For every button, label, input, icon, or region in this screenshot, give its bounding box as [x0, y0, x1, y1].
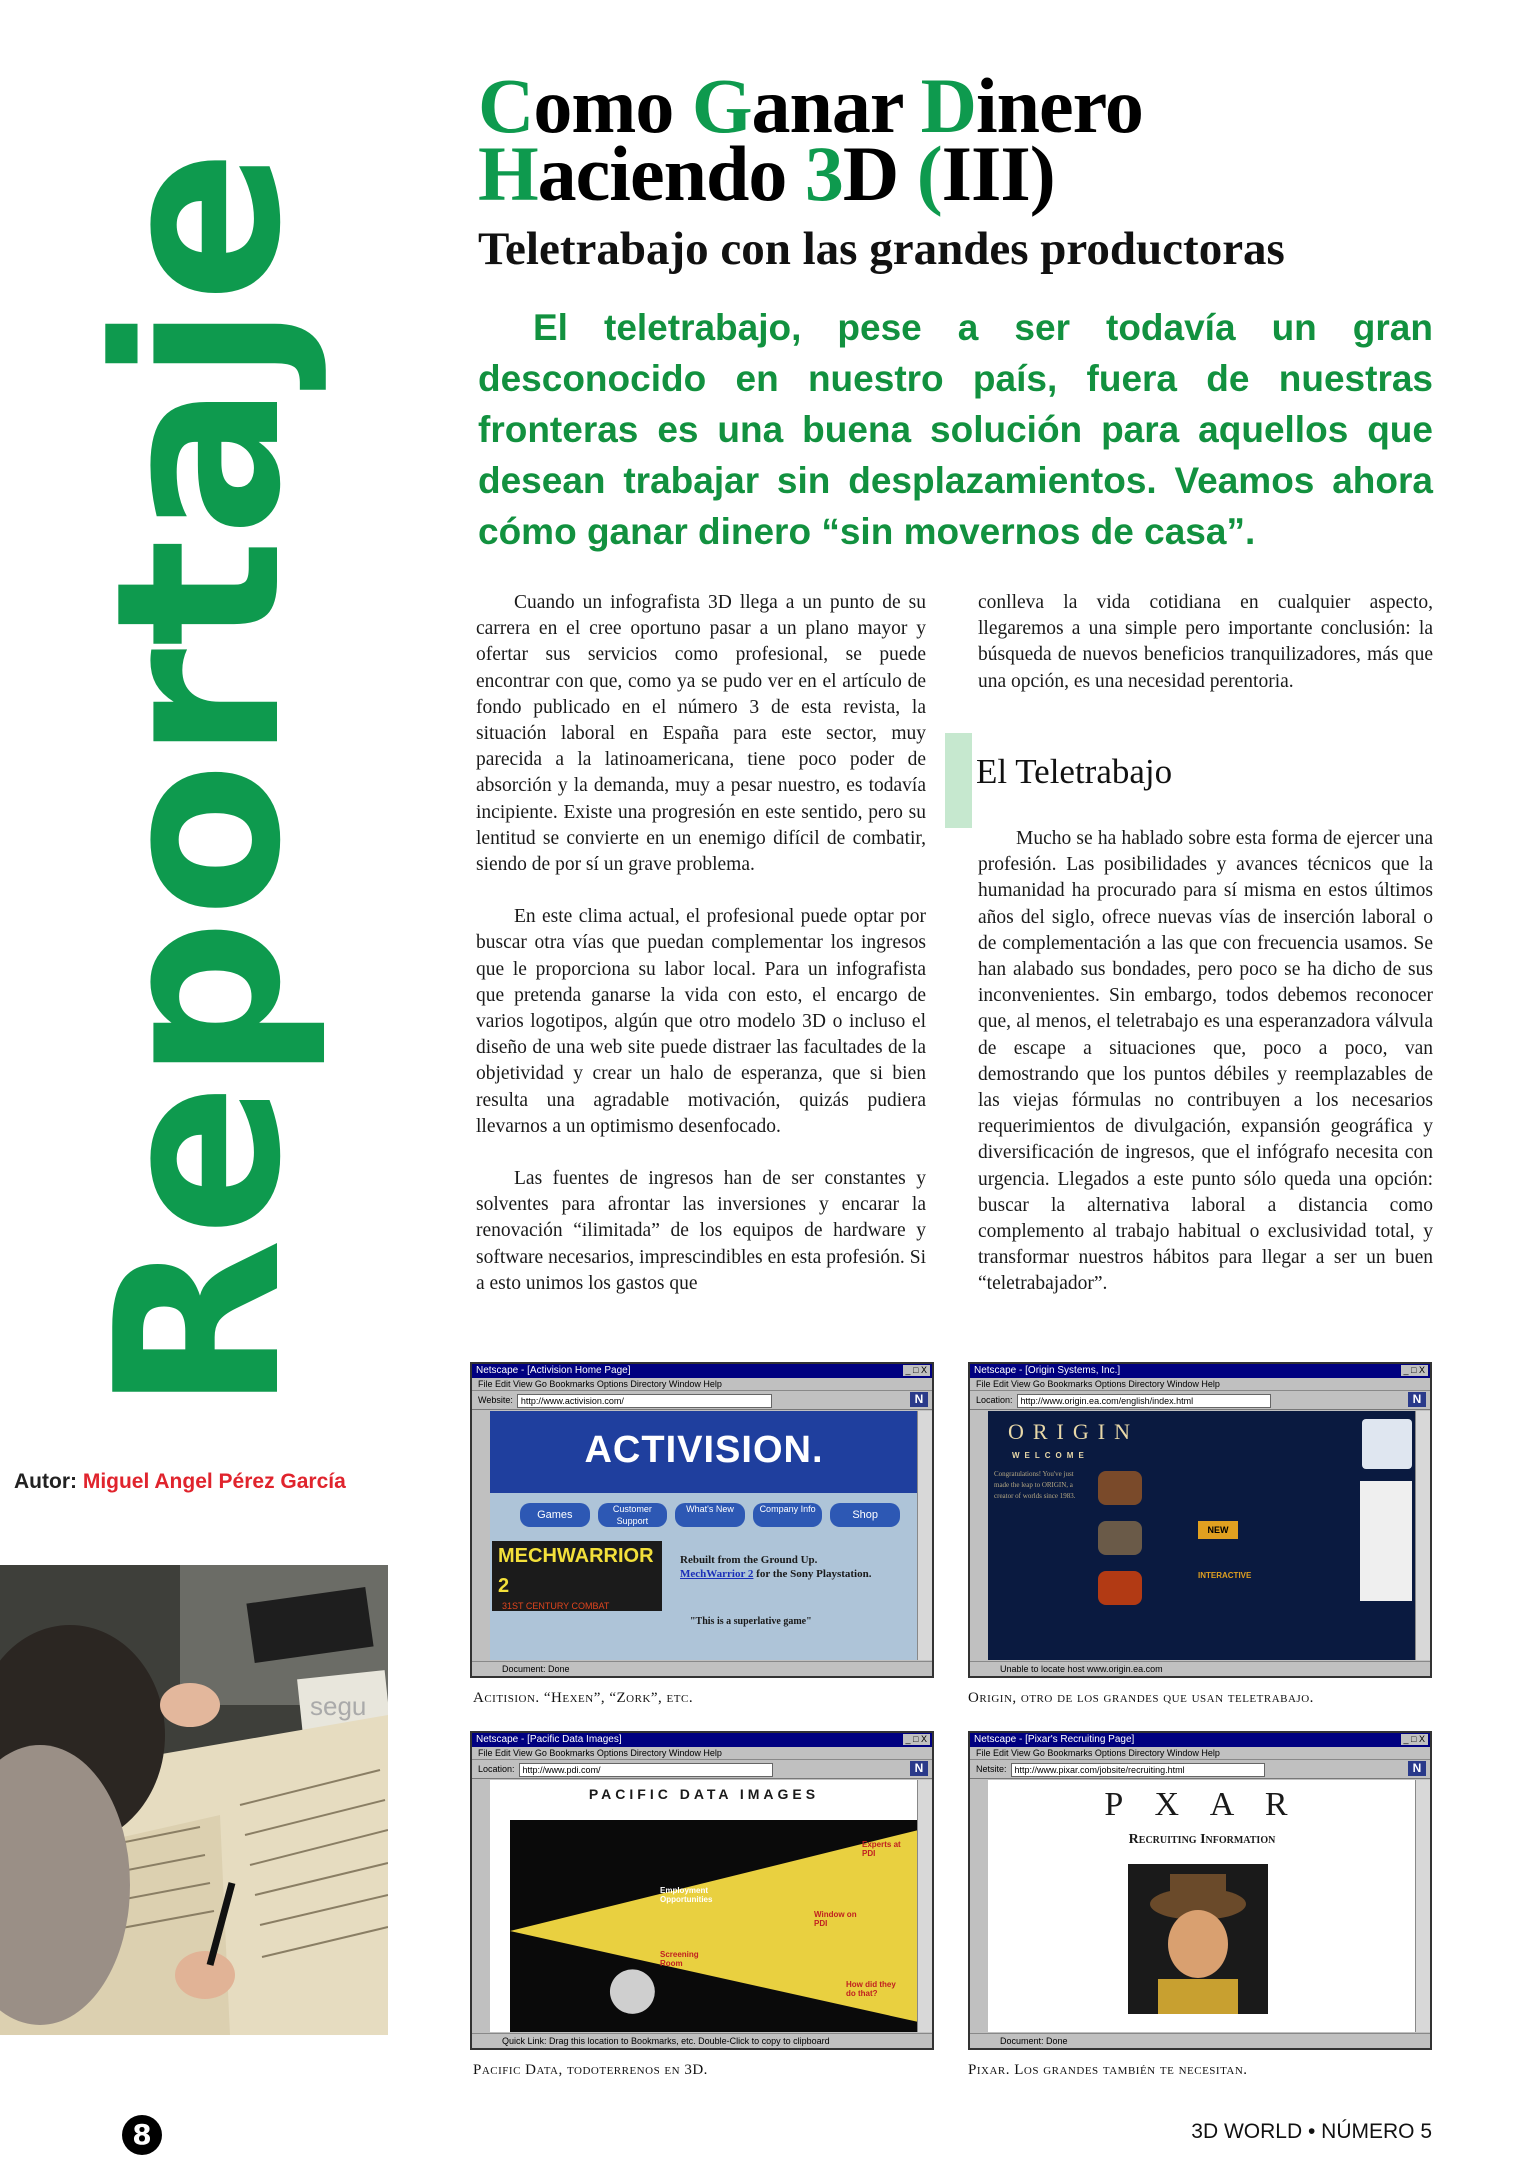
browser-title-bar	[970, 1364, 1430, 1378]
pixar-logo: P X A R	[1104, 1786, 1300, 1823]
page-content	[988, 1411, 1416, 1660]
browser-status-bar: Unable to locate host www.origin.ea.com	[970, 1661, 1430, 1676]
mechwarrior-banner[interactable]	[492, 1541, 662, 1611]
section-subhead: El Teletrabajo	[976, 752, 1173, 791]
title-line-2: Haciendo 3D (III)	[478, 130, 1055, 217]
netscape-logo-icon: N	[910, 1761, 928, 1776]
vertical-scrollbar[interactable]	[917, 1411, 932, 1660]
body-paragraph: En este clima actual, el profesional puede optar por buscar otra vías que puedan complementar los ingresos que le proporciona su labor local. Para un infografista que pretenda ganarse la vida con esto, el encargo de varios logotipos, algún que otro modelo 3D o incluso el diseño de una web site puede distraer las facultades de la objetividad y crear un halo de esperanza, que si bien resulta una agradable motivación, quizás pudiera llevarnos a un optimismo desenfocado.	[476, 906, 926, 1137]
window-title: Netscape - [Activision Home Page]	[476, 1365, 631, 1376]
body-paragraph: Mucho se ha hablado sobre esta forma de ejercer una profesión. Las posibilidades y avances técnicos que la humanidad ha procurado para sí misma en estos últimos años del siglo, ofrece nuevas vías de inserción laboral o de complementación a las que con frecuencia usamos. Se han alabado sus bondades, pero poco se ha dicho de sus inconvenientes. Sin embargo, todos debemos reconocer que, al menos, el teletrabajo es una esperanzadora válvula de escape a situaciones que, poco a poco, van demostrando que los puntos débiles y reemplazables de las viejas fórmulas no contribuyen a los necesarios requerimientos de divulgación, expansión geográfica y diversificación de ingresos, que el infógrafo necesita con urgencia. Llegados a este punto sólo queda una opción: buscar la alternativa laboral a distancia como complemento al trabajo habitual o exclusividad total, y transformar nuestros hábitos para llegar a ser un buen “teletrabajador”.	[978, 828, 1433, 1295]
nav-shop-button[interactable]: Shop	[830, 1503, 900, 1527]
caption-activision: Acitision. “Hexen”, “Zork”, etc.	[473, 1690, 694, 1706]
game-thumbnail[interactable]	[1098, 1571, 1142, 1605]
nav-company-button[interactable]: Company Info	[753, 1503, 823, 1527]
browser-status-bar: Document: Done	[970, 2033, 1430, 2048]
author-credit	[14, 1470, 346, 1494]
vertical-scrollbar[interactable]	[1415, 1780, 1430, 2032]
origin-welcome: WELCOME	[1012, 1451, 1089, 1460]
body-column-left	[476, 590, 926, 1323]
browser-title-bar	[970, 1733, 1430, 1747]
badge-interactive: INTERACTIVE	[1198, 1571, 1252, 1580]
woody-illustration	[1128, 1864, 1268, 2014]
url-field[interactable]: http://www.activision.com/	[517, 1394, 772, 1408]
caption-pacific-data: Pacific Data, todoterrenos en 3D.	[473, 2062, 708, 2078]
browser-menu-bar[interactable]: File Edit View Go Bookmarks Options Directory Window Help	[472, 1378, 932, 1391]
window-buttons[interactable]: _ □ X	[1401, 1734, 1428, 1745]
page-content	[988, 1780, 1416, 2032]
caption-pixar: Pixar. Los grandes también te necesitan.	[968, 2062, 1248, 2078]
body-paragraph: conlleva la vida cotidiana en cualquier aspecto, llegaremos a una simple pero importante conclusión: la búsqueda de nuevos beneficios tranquilizadores, más que una opción, es una necesidad perentoria.	[978, 592, 1433, 692]
browser-title-bar	[472, 1364, 932, 1378]
author-name: Miguel Angel Pérez García	[82, 1470, 346, 1493]
author-label: Autor:	[14, 1470, 77, 1493]
lead-paragraph: El teletrabajo, pese a ser todavía un gran desconocido en nuestro país, fuera de nuestras fronteras es una buena solución para aquellos que desean trabajar sin desplazamientos. Veamos ahora cómo ganar dinero “sin movernos de casa”.	[478, 307, 1433, 552]
browser-menu-bar[interactable]: File Edit View Go Bookmarks Options Directory Window Help	[970, 1378, 1430, 1391]
promo-title: MECHWARRIOR 2	[498, 1545, 654, 1597]
location-label: Location:	[976, 1395, 1013, 1405]
pdi-item-employment[interactable]: Employment Opportunities	[660, 1886, 713, 1904]
browser-location-bar	[970, 1391, 1430, 1410]
netscape-logo-icon: N	[1408, 1761, 1426, 1776]
netscape-logo-icon: N	[910, 1392, 928, 1407]
window-buttons[interactable]: _ □ X	[903, 1734, 930, 1745]
browser-title-bar	[472, 1733, 932, 1747]
location-label: Netsite:	[976, 1764, 1007, 1774]
caption-origin: Origin, otro de los grandes que usan teletrabajo.	[968, 1690, 1314, 1706]
game-thumbnail[interactable]	[1098, 1521, 1142, 1555]
location-label: Location:	[478, 1764, 515, 1774]
section-label: Reportaje	[68, 147, 331, 1413]
article-subtitle: Teletrabajo con las grandes productoras	[478, 223, 1285, 275]
url-field[interactable]: http://www.pixar.com/jobsite/recruiting.html	[1011, 1763, 1266, 1777]
pdi-item-how-did[interactable]: How did they do that?	[846, 1980, 896, 1998]
game-thumbnail[interactable]	[1098, 1471, 1142, 1505]
review-quote: "This is a superlative game"	[690, 1616, 812, 1627]
footer-publication: 3D WORLD • NÚMERO 5	[1191, 2120, 1432, 2143]
photo-illustration	[0, 1565, 388, 2035]
title-line-1: Como Ganar Dinero	[478, 62, 1143, 149]
vertical-scrollbar[interactable]	[917, 1780, 932, 2032]
promo-subtitle: 31ST CENTURY COMBAT	[502, 1601, 610, 1611]
photo-sign-text: segu	[310, 1691, 367, 1721]
origin-side-menu[interactable]	[1360, 1481, 1412, 1601]
badge-new: NEW	[1198, 1521, 1238, 1539]
article-title	[478, 62, 1438, 217]
promo-line-2: for the Sony Playstation.	[756, 1568, 872, 1580]
window-title: Netscape - [Pixar's Recruiting Page]	[974, 1734, 1135, 1745]
screenshot-pacific-data-images	[470, 1731, 934, 2050]
screenshot-pixar	[968, 1731, 1432, 2050]
page-content	[490, 1411, 918, 1660]
body-paragraph: Cuando un infografista 3D llega a un punto de su carrera en el cree oportuno pasar a un plano mayor y ofertar sus servicios como profesional, se puede encontrar con que, como ya se pudo ver en el artículo de fondo publicado en el número 3 de esta revista, la situación laboral en España para este sector, muy parecida a la latinoamericana, tiene poco poder de absorción y la demanda, muy a pesar nuestro, es todavía incipiente. Existe una progresión en este sentido, pero su lentitud se convierte en un enemigo difícil de combatir, siendo de por sí un grave problema.	[476, 592, 926, 876]
pixar-subtitle: Recruiting Information	[1128, 1832, 1276, 1847]
nav-whats-new-button[interactable]: What's New	[675, 1503, 745, 1527]
pdi-item-experts[interactable]: Experts at PDI	[862, 1840, 901, 1858]
vertical-scrollbar[interactable]	[1415, 1411, 1430, 1660]
netscape-logo-icon: N	[1408, 1392, 1426, 1407]
url-field[interactable]: http://www.pdi.com/	[519, 1763, 774, 1777]
nav-games-button[interactable]: Games	[520, 1503, 590, 1527]
window-buttons[interactable]: _ □ X	[903, 1365, 930, 1376]
browser-menu-bar[interactable]: File Edit View Go Bookmarks Options Directory Window Help	[970, 1747, 1430, 1760]
promo-text	[680, 1553, 910, 1581]
browser-status-bar: Quick Link: Drag this location to Bookmarks, etc. Double-Click to copy to clipboard	[472, 2033, 932, 2048]
activision-logo: ACTIVISION.	[490, 1411, 918, 1493]
location-label: Website:	[478, 1395, 513, 1405]
url-field[interactable]: http://www.origin.ea.com/english/index.html	[1017, 1394, 1272, 1408]
body-column-right	[978, 590, 1433, 721]
origin-logo: ORIGIN	[1008, 1419, 1139, 1444]
pdi-item-window[interactable]: Window on PDI	[814, 1910, 857, 1928]
ea-logo-icon	[1362, 1419, 1412, 1469]
page-content	[490, 1780, 918, 2032]
page-number: 8	[122, 2115, 162, 2155]
nav-support-button[interactable]: Customer Support	[598, 1503, 668, 1527]
browser-location-bar	[970, 1760, 1430, 1779]
screenshot-origin	[968, 1362, 1432, 1678]
body-column-right-continued	[978, 826, 1433, 1324]
photo-person-reading-classifieds	[0, 1565, 388, 2035]
pdi-item-screening[interactable]: Screening Room	[660, 1950, 699, 1968]
browser-status-bar: Document: Done	[472, 1661, 932, 1676]
promo-line-1: Rebuilt from the Ground Up.	[680, 1554, 818, 1566]
window-title: Netscape - [Pacific Data Images]	[476, 1734, 622, 1745]
subhead-accent	[945, 733, 972, 828]
browser-location-bar	[472, 1391, 932, 1410]
promo-link[interactable]: MechWarrior 2	[680, 1568, 754, 1580]
screenshot-activision	[470, 1362, 934, 1678]
browser-menu-bar[interactable]: File Edit View Go Bookmarks Options Directory Window Help	[472, 1747, 932, 1760]
browser-location-bar	[472, 1760, 932, 1779]
origin-intro: Congratulations! You've just made the leap to ORIGIN, a creator of worlds since 1983.	[994, 1470, 1076, 1500]
body-paragraph: Las fuentes de ingresos han de ser constantes y solventes para afrontar las inversiones y encarar la renovación “ilimitada” de los equipos de hardware y software necesarios, imprescindibles en esta profesión. Si a esto unimos los gastos que	[476, 1168, 926, 1294]
woody-image	[1128, 1864, 1268, 2014]
activision-nav	[520, 1503, 900, 1527]
pdi-logo: PACIFIC DATA IMAGES	[588, 1786, 820, 1802]
window-title: Netscape - [Origin Systems, Inc.]	[974, 1365, 1121, 1376]
pdi-scene	[510, 1820, 918, 2032]
window-buttons[interactable]: _ □ X	[1401, 1365, 1428, 1376]
